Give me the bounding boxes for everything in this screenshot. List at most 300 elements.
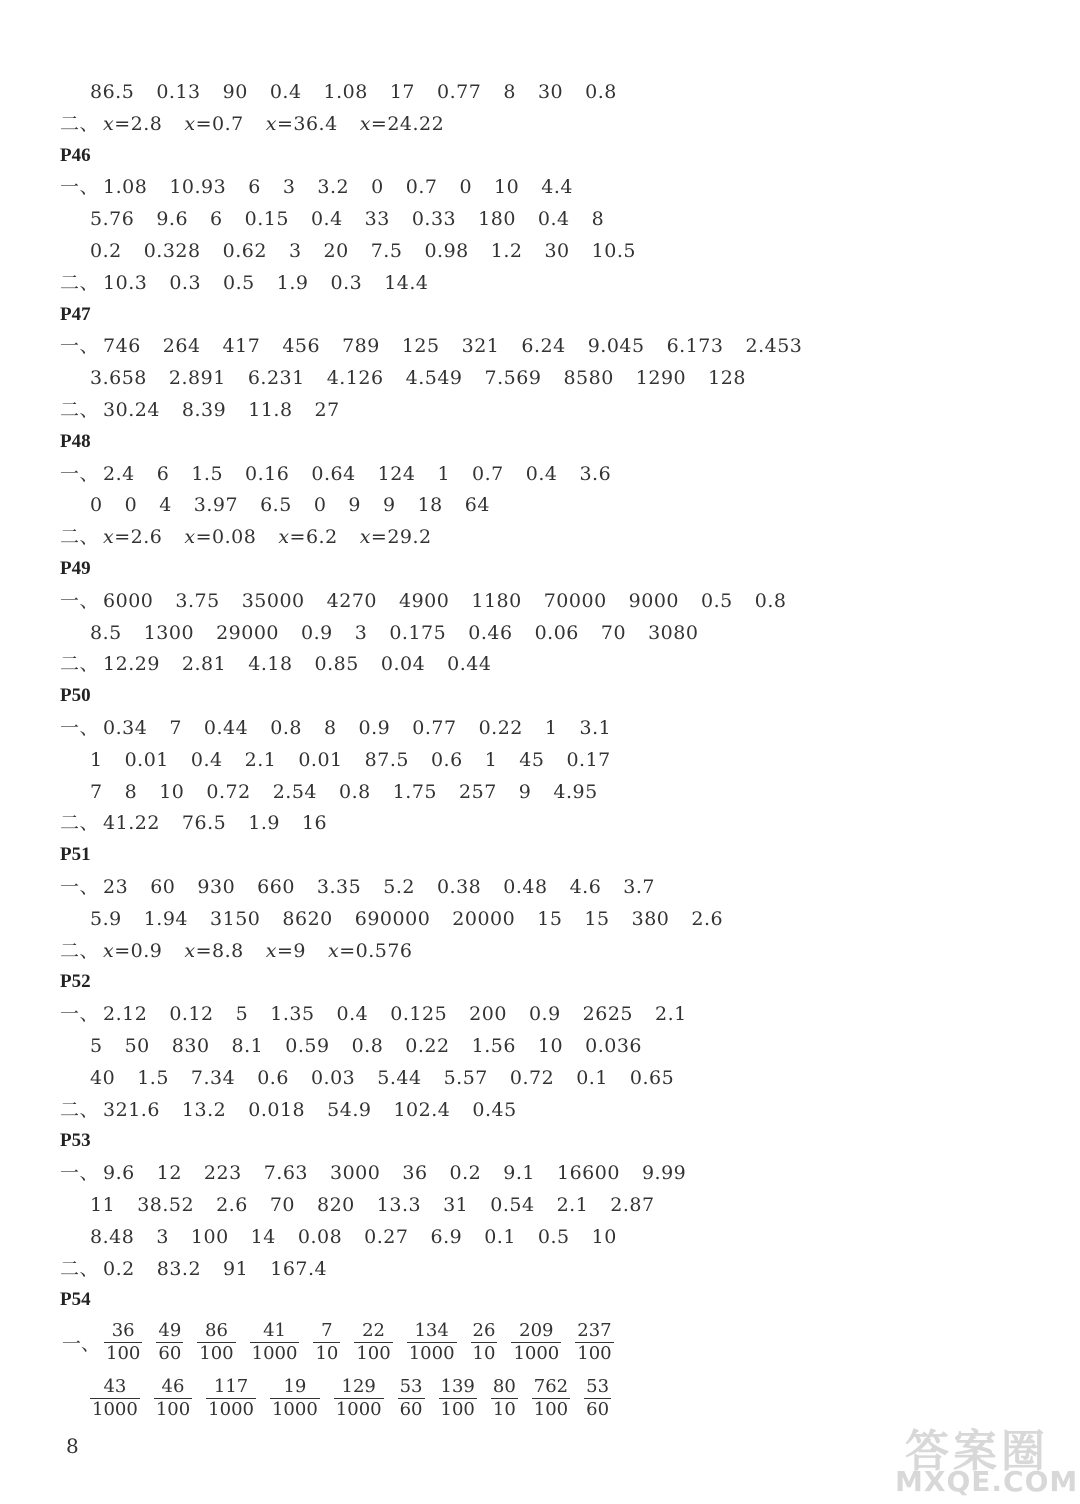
answer-value: 456 — [282, 335, 321, 358]
fraction-denominator: 100 — [106, 1343, 141, 1364]
fraction-answer — [250, 1320, 300, 1365]
fraction-answer — [90, 1376, 140, 1421]
answer-value: 13.3 — [376, 1194, 422, 1216]
answer-value: 50 — [124, 1035, 150, 1057]
fraction-numerator: 86 — [197, 1320, 235, 1343]
fraction-answer — [270, 1376, 320, 1421]
fraction-answer — [154, 1376, 192, 1421]
answer-value: 0.7 — [472, 462, 504, 485]
answer-value: 1.9 — [248, 812, 280, 835]
question-marker: 一、 — [60, 876, 100, 898]
answer-value: 10 — [159, 780, 185, 803]
answer-value: x=24.22 — [359, 112, 445, 135]
answer-line — [90, 1189, 677, 1221]
answer-value: 660 — [257, 876, 295, 898]
fraction-denominator: 60 — [586, 1399, 610, 1420]
answer-value: 3 — [354, 621, 368, 644]
answer-value: 0.8 — [351, 1035, 384, 1057]
answer-value: 2.81 — [181, 653, 227, 676]
answer-value: 1.08 — [103, 176, 148, 199]
answer-value: 0.08 — [297, 1225, 343, 1248]
answer-value: 125 — [401, 335, 440, 358]
watermark-logo — [895, 1415, 1080, 1500]
answer-value: x=29.2 — [359, 526, 432, 549]
answer-value: 0 — [459, 176, 473, 199]
answer-value: 8.5 — [90, 621, 122, 644]
fraction-answer — [491, 1376, 518, 1421]
answer-value: 1.2 — [490, 240, 523, 262]
answer-value: 820 — [317, 1194, 355, 1216]
answer-value: 4 — [159, 494, 172, 517]
answer-value: 9.99 — [641, 1162, 687, 1185]
fraction-denominator: 1000 — [208, 1399, 254, 1420]
answer-value: 16 — [301, 812, 328, 835]
answer-value: 264 — [162, 335, 201, 358]
answer-value: 2.1 — [556, 1194, 589, 1216]
answer-value: 8 — [503, 81, 516, 103]
answer-value: 0.04 — [380, 653, 426, 676]
answer-value: 100 — [190, 1225, 229, 1248]
answer-value: 0.9 — [358, 717, 391, 739]
answer-value: 10 — [537, 1035, 564, 1057]
answer-line — [90, 76, 639, 108]
answer-line — [60, 1094, 539, 1126]
answer-value: 3.35 — [316, 876, 362, 898]
answer-value: 4.18 — [248, 653, 293, 676]
answer-value: 91 — [223, 1257, 249, 1280]
answer-value: 31 — [443, 1194, 469, 1216]
answer-value: 0.15 — [244, 208, 289, 231]
answer-value: 6 — [210, 208, 223, 231]
answer-value: 8580 — [563, 367, 614, 390]
fraction-answer — [511, 1320, 561, 1365]
answer-value: 4270 — [326, 589, 377, 612]
answer-value: 2.1 — [655, 1003, 687, 1026]
answer-value: 14.4 — [384, 271, 429, 294]
section-heading: P48 — [60, 430, 91, 452]
question-marker: 一、 — [60, 176, 100, 199]
answer-value: 0.3 — [330, 271, 363, 294]
fraction-answer — [206, 1376, 256, 1421]
answer-line — [60, 1157, 708, 1189]
fraction-denominator: 10 — [492, 1399, 516, 1420]
answer-value: 7.569 — [484, 367, 542, 390]
answer-value: 1 — [544, 717, 558, 739]
answer-value: 0.8 — [754, 589, 787, 612]
answer-value: 35000 — [241, 589, 305, 612]
answer-line — [60, 807, 349, 839]
answer-value: 9000 — [628, 589, 680, 612]
answer-line — [90, 1062, 696, 1094]
answer-line — [90, 362, 768, 394]
answer-value: 0.3 — [169, 271, 202, 294]
answer-value: 0.13 — [156, 81, 201, 103]
fraction-denominator: 1000 — [271, 1399, 318, 1420]
page-number: 8 — [66, 1434, 79, 1458]
question-marker: 一、 — [60, 1162, 100, 1185]
answer-value: 0.44 — [203, 717, 249, 739]
answer-value: 0.85 — [314, 653, 359, 676]
answer-line — [60, 648, 513, 680]
fraction-answer — [197, 1320, 235, 1365]
answer-value: 9.1 — [503, 1162, 535, 1185]
answer-value: 0.4 — [525, 462, 558, 485]
answer-value: 0.98 — [424, 240, 469, 262]
answer-value: 9.045 — [587, 335, 645, 358]
answer-value: 1290 — [635, 367, 687, 390]
answer-value: 0.03 — [310, 1066, 356, 1089]
answer-value: 3080 — [648, 621, 699, 644]
question-marker: 二、 — [60, 271, 100, 294]
answer-value: 14 — [250, 1225, 276, 1248]
answer-value: 3.6 — [579, 462, 612, 485]
answer-value: 380 — [631, 907, 670, 930]
answer-value: 746 — [103, 335, 141, 358]
answer-value: 1180 — [471, 589, 522, 612]
answer-value: 0.06 — [534, 621, 579, 644]
answer-line — [90, 903, 745, 935]
fraction-denominator: 10 — [472, 1343, 496, 1364]
answer-value: 0.4 — [190, 748, 223, 771]
answer-value: 3.75 — [175, 589, 220, 612]
answer-value: 12.29 — [103, 653, 160, 676]
answer-value: 0.77 — [437, 81, 482, 103]
answer-value: 10.93 — [169, 176, 227, 199]
answer-value: 6.9 — [430, 1225, 463, 1248]
answer-value: 124 — [377, 462, 416, 485]
fraction-numerator: 53 — [586, 1376, 610, 1397]
fraction-answer — [532, 1376, 570, 1421]
answer-value: x=9 — [265, 939, 306, 962]
answer-value: 0.77 — [412, 717, 457, 739]
answer-line — [60, 108, 466, 140]
fraction-answer — [584, 1376, 611, 1421]
fraction-numerator: 7 — [313, 1320, 340, 1343]
answer-value: 0.33 — [411, 208, 457, 231]
fraction-numerator: 129 — [334, 1376, 384, 1399]
answer-value: 1.94 — [143, 907, 189, 930]
answer-value: 2.6 — [691, 907, 724, 930]
answer-value: x=0.9 — [103, 939, 163, 962]
fraction-numerator: 36 — [104, 1320, 142, 1343]
answer-value: 9 — [348, 494, 361, 517]
answer-value: 1300 — [143, 621, 195, 644]
answer-value: 3.1 — [579, 717, 612, 739]
fraction-numerator: 53 — [399, 1376, 423, 1397]
answer-line — [90, 235, 658, 267]
answer-value: 0.1 — [576, 1066, 608, 1089]
answer-value: 38.52 — [137, 1194, 195, 1216]
section-heading: P50 — [60, 685, 91, 707]
answer-value: 0.34 — [103, 717, 148, 739]
answer-line — [90, 617, 720, 649]
answer-value: 0.4 — [537, 208, 570, 231]
fraction-answer — [471, 1320, 498, 1365]
section-heading: P49 — [60, 558, 91, 579]
section-heading: P46 — [60, 144, 91, 166]
answer-value: 0.9 — [528, 1003, 561, 1026]
answer-line — [60, 998, 709, 1030]
answer-value: 2.12 — [103, 1003, 148, 1026]
answer-value: 13.2 — [181, 1098, 227, 1121]
answer-value: 5.9 — [90, 907, 122, 930]
answer-line — [60, 712, 633, 744]
answer-value: 10.3 — [103, 271, 148, 294]
answer-value: 0.6 — [430, 748, 463, 771]
fraction-answer — [407, 1320, 457, 1365]
question-marker: 二、 — [60, 1257, 100, 1280]
answer-line — [90, 203, 626, 235]
answer-value: 2.87 — [610, 1194, 655, 1216]
answer-value: 4.549 — [405, 367, 463, 390]
fraction-denominator: 100 — [155, 1399, 191, 1420]
answer-value: 102.4 — [393, 1098, 451, 1121]
answer-value: 76.5 — [181, 812, 227, 835]
fraction-denominator: 100 — [440, 1399, 475, 1420]
answer-value: 15 — [537, 907, 563, 930]
answer-value: 9 — [383, 494, 396, 517]
answer-value: 0.018 — [248, 1098, 306, 1121]
fraction-denominator: 60 — [399, 1399, 423, 1420]
answer-line — [60, 330, 824, 362]
answer-value: 1 — [90, 748, 103, 771]
answer-value: 4.126 — [326, 367, 384, 390]
answer-value: 223 — [203, 1162, 242, 1185]
answer-value: 7.5 — [370, 240, 403, 262]
answer-value: x=0.7 — [184, 112, 244, 135]
answer-value: 9.6 — [156, 208, 189, 231]
question-marker: 一、 — [60, 589, 100, 612]
answer-line — [60, 171, 595, 203]
answer-value: 2.453 — [745, 335, 803, 358]
answer-value: 30.24 — [103, 399, 160, 421]
answer-value: 11 — [90, 1194, 116, 1216]
answer-value: 86.5 — [90, 81, 135, 103]
answer-line — [90, 776, 620, 808]
answer-value: 17 — [389, 81, 416, 103]
answer-value: 54.9 — [327, 1098, 372, 1121]
answer-value: 0.59 — [285, 1035, 330, 1057]
answer-value: 0.72 — [206, 780, 251, 803]
answer-value: 830 — [171, 1035, 210, 1057]
fraction-denominator: 100 — [199, 1343, 234, 1364]
answer-value: 4.4 — [541, 176, 573, 199]
fraction-numerator: 19 — [270, 1376, 320, 1399]
answer-value: x=6.2 — [278, 526, 338, 549]
answer-value: 5 — [235, 1003, 249, 1026]
answer-value: 16600 — [556, 1162, 620, 1185]
answer-value: x=0.08 — [184, 526, 257, 549]
answer-line — [60, 394, 362, 426]
answer-value: 0.328 — [143, 240, 201, 262]
answer-value: 10 — [591, 1225, 617, 1248]
answer-value: 90 — [222, 81, 248, 103]
answer-value: 30 — [544, 240, 570, 262]
answer-value: 7 — [169, 717, 182, 739]
answer-value: 3150 — [210, 907, 261, 930]
answer-value: 2.1 — [244, 748, 277, 771]
answer-value: 0.54 — [490, 1194, 535, 1216]
question-marker: 一、 — [62, 1333, 101, 1355]
fraction-denominator: 100 — [356, 1343, 391, 1364]
answer-value: 0.44 — [447, 653, 492, 676]
fraction-answer — [354, 1320, 392, 1365]
answer-value: 0.45 — [472, 1098, 517, 1121]
answer-value: 0.5 — [223, 271, 255, 294]
answer-value: 3 — [156, 1225, 169, 1248]
answer-value: 6 — [156, 462, 170, 485]
answer-value: 0 — [90, 494, 103, 517]
fraction-numerator: 117 — [206, 1376, 256, 1399]
answer-value: 18 — [417, 494, 443, 517]
answer-value: x=0.576 — [327, 939, 413, 962]
answer-value: 180 — [478, 208, 516, 231]
answer-value: 0.036 — [585, 1035, 643, 1057]
answer-value: x=2.6 — [103, 526, 163, 549]
fraction-numerator: 46 — [154, 1376, 192, 1399]
answer-line — [90, 1030, 664, 1062]
answer-value: 0.27 — [364, 1225, 409, 1248]
answer-value: 64 — [464, 494, 490, 517]
answer-value: 60 — [150, 876, 176, 898]
answer-value: 1.9 — [276, 271, 309, 294]
answer-value: 690000 — [354, 907, 431, 930]
answer-line — [60, 871, 677, 903]
fraction-row-1 — [62, 1320, 628, 1380]
fraction-numerator: 43 — [90, 1376, 140, 1399]
fraction-denominator: 1000 — [92, 1399, 138, 1420]
answer-value: 6000 — [103, 589, 154, 612]
fraction-answer — [104, 1320, 142, 1365]
fraction-answer — [313, 1320, 340, 1365]
question-marker: 二、 — [60, 1098, 100, 1121]
answer-value: 10 — [494, 176, 520, 199]
answer-value: 70 — [600, 621, 627, 644]
answer-value: 0.01 — [298, 748, 343, 771]
answer-line — [60, 1253, 349, 1285]
fraction-denominator: 100 — [577, 1343, 612, 1364]
answer-line — [60, 935, 435, 967]
fraction-answer — [398, 1376, 425, 1421]
answer-line — [60, 521, 454, 553]
answer-value: 0.2 — [449, 1162, 482, 1185]
answer-value: 3 — [282, 176, 296, 199]
answer-value: 0.72 — [509, 1066, 555, 1089]
answer-value: 20000 — [452, 907, 516, 930]
section-heading: P47 — [60, 303, 91, 325]
question-marker: 一、 — [60, 335, 100, 358]
answer-value: 7 — [90, 780, 103, 803]
fraction-denominator: 1000 — [408, 1343, 455, 1364]
fraction-answer — [156, 1320, 183, 1365]
answer-value: 0.7 — [405, 176, 438, 199]
watermark-text-bottom: MXQE.COM — [895, 1465, 1079, 1498]
answer-value: 8.48 — [90, 1225, 135, 1248]
answer-value: 930 — [197, 876, 236, 898]
answer-value: 0 — [371, 176, 384, 199]
answer-value: 0.125 — [390, 1003, 448, 1026]
question-marker: 二、 — [60, 399, 100, 421]
question-marker: 二、 — [60, 653, 100, 676]
answer-value: 27 — [314, 399, 340, 421]
answer-value: 6.24 — [521, 335, 566, 358]
answer-value: 2.4 — [103, 462, 135, 485]
question-marker: 二、 — [60, 526, 100, 549]
answer-value: 5.57 — [443, 1066, 488, 1089]
answer-value: 0.62 — [222, 240, 267, 262]
answer-value: 3000 — [330, 1162, 381, 1185]
answer-line — [90, 489, 512, 521]
answer-value: 0.4 — [336, 1003, 369, 1026]
answer-value: 8 — [124, 780, 138, 803]
fraction-numerator: 49 — [158, 1320, 182, 1341]
answer-value: 8.1 — [231, 1035, 264, 1057]
answer-value: 6 — [248, 176, 261, 199]
watermark-text-top: 答案圈 — [905, 1426, 1049, 1477]
answer-line — [60, 458, 633, 490]
answer-value: 11.8 — [248, 399, 293, 421]
fraction-numerator: 26 — [472, 1320, 496, 1341]
answer-value: 1 — [484, 748, 498, 771]
answer-value: 7.63 — [263, 1162, 308, 1185]
answer-value: 0 — [124, 494, 138, 517]
fraction-numerator: 22 — [354, 1320, 392, 1343]
answer-value: 30 — [537, 81, 564, 103]
answer-value: 3.2 — [317, 176, 350, 199]
answer-value: 2.6 — [216, 1194, 248, 1216]
answer-value: 0.4 — [310, 208, 343, 231]
fraction-numerator: 237 — [577, 1320, 612, 1341]
answer-value: 0.12 — [169, 1003, 214, 1026]
answer-value: 6.231 — [247, 367, 305, 390]
answer-value: 0.5 — [537, 1225, 570, 1248]
question-marker: 一、 — [60, 717, 100, 739]
answer-value: 6.173 — [666, 335, 724, 358]
answer-value: 321.6 — [103, 1098, 160, 1121]
answer-value: 33 — [364, 208, 390, 231]
answer-value: 5.76 — [90, 208, 135, 231]
answer-value: 45 — [519, 748, 545, 771]
answer-value: 417 — [222, 335, 261, 358]
answer-value: 1 — [437, 462, 451, 485]
section-heading: P54 — [60, 1289, 91, 1311]
answer-value: 1.56 — [471, 1035, 516, 1057]
answer-value: 1.5 — [137, 1066, 169, 1089]
answer-value: 6.5 — [260, 494, 292, 517]
question-marker: 二、 — [60, 939, 100, 962]
answer-value: 1.08 — [323, 81, 368, 103]
answer-value: x=36.4 — [265, 112, 338, 135]
section-heading: P53 — [60, 1130, 91, 1152]
answer-value: 0.65 — [629, 1066, 675, 1089]
answer-value: 167.4 — [270, 1257, 328, 1280]
answer-value: 2.54 — [272, 780, 317, 803]
answer-value: x=8.8 — [184, 939, 244, 962]
answer-value: 321 — [461, 335, 500, 358]
answer-value: 789 — [342, 335, 380, 358]
answer-value: 0.16 — [245, 462, 290, 485]
answer-value: 9 — [518, 780, 532, 803]
section-heading: P51 — [60, 844, 91, 866]
answer-value: 5 — [90, 1035, 103, 1057]
answer-value: 5.44 — [377, 1066, 422, 1089]
answer-value: 0.48 — [503, 876, 548, 898]
answer-value: 4900 — [399, 589, 450, 612]
answer-value: 8620 — [282, 907, 333, 930]
answer-value: 12 — [156, 1162, 182, 1185]
answer-value: 70 — [269, 1194, 295, 1216]
answer-value: 20 — [323, 240, 349, 262]
